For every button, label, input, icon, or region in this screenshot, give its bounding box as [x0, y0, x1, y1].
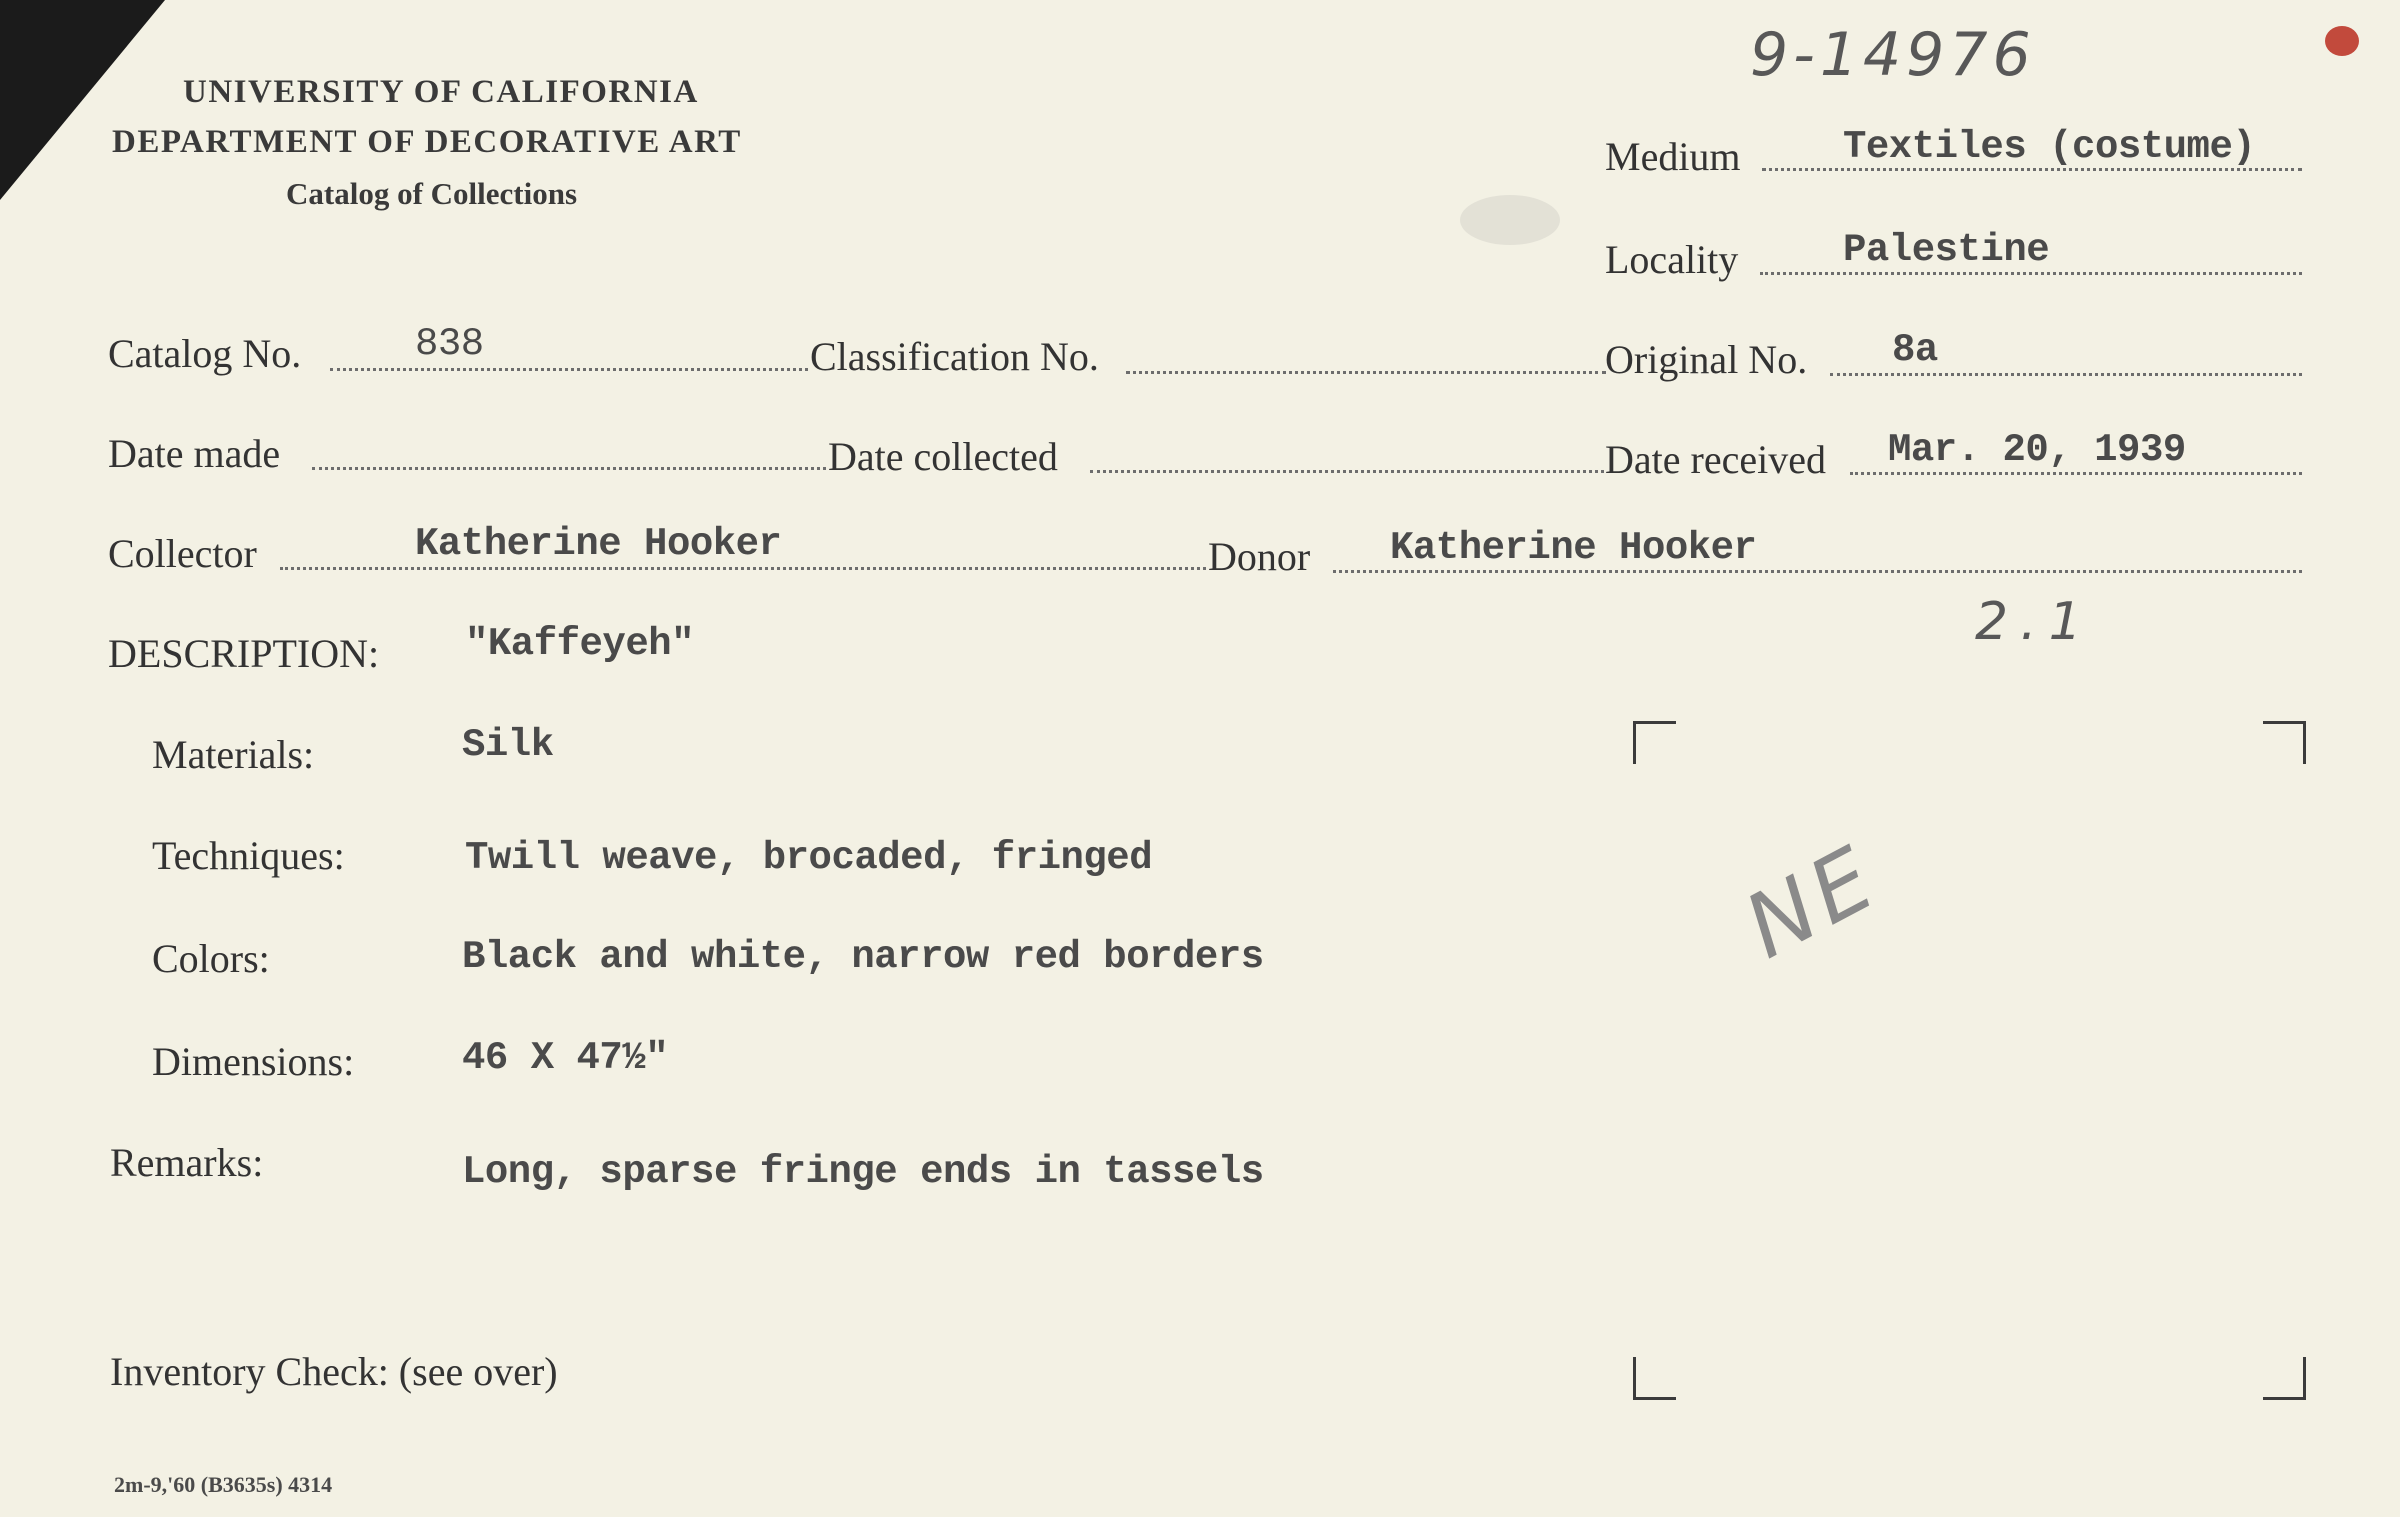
date-collected-label: Date collected [828, 434, 1058, 479]
original-no-label: Original No. [1605, 337, 1808, 382]
classification-no-label: Classification No. [810, 334, 1099, 379]
header-department: DEPARTMENT OF DECORATIVE ART [112, 124, 742, 160]
handwritten-note: 2.1 [1975, 592, 2094, 652]
bracket-top-left [1633, 721, 1676, 764]
inventory-check: Inventory Check: (see over) [110, 1349, 558, 1394]
date-made-label: Date made [108, 431, 281, 476]
medium-label: Medium [1605, 134, 1741, 179]
bracket-bottom-left [1633, 1357, 1676, 1400]
collector-label: Collector [108, 531, 257, 576]
bracket-top-right [2263, 721, 2306, 764]
techniques-label: Techniques: [152, 833, 345, 878]
date-received-value: Mar. 20, 1939 [1888, 428, 2186, 472]
dimensions-value: 46 X 47½" [462, 1036, 669, 1080]
locality-value: Palestine [1843, 228, 2050, 272]
header-catalog: Catalog of Collections [286, 176, 578, 211]
red-dot-mark [2325, 26, 2359, 56]
remarks-label: Remarks: [110, 1140, 264, 1185]
description-value: "Kaffeyeh" [465, 622, 695, 666]
colors-label: Colors: [152, 936, 270, 981]
pencil-mark: NE [1728, 824, 1895, 979]
dimensions-label: Dimensions: [152, 1039, 355, 1084]
header-university: UNIVERSITY OF CALIFORNIA [183, 74, 699, 110]
accession-number: 9-14976 [1750, 20, 2036, 90]
bracket-bottom-right [2263, 1357, 2306, 1400]
catalog-no-label: Catalog No. [108, 331, 302, 376]
remarks-value: Long, sparse fringe ends in tassels [462, 1150, 1264, 1194]
print-code: 2m-9,'60 (B3635s) 4314 [114, 1472, 333, 1497]
catalog-no-value: 838 [415, 322, 484, 366]
original-no-value: 8a [1892, 328, 1938, 372]
donor-label: Donor [1208, 534, 1311, 579]
locality-label: Locality [1605, 237, 1739, 282]
date-received-label: Date received [1605, 437, 1826, 482]
techniques-value: Twill weave, brocaded, fringed [465, 836, 1153, 880]
collector-value: Katherine Hooker [415, 522, 782, 566]
donor-value: Katherine Hooker [1390, 526, 1757, 570]
smudge [1460, 195, 1560, 245]
materials-value: Silk [462, 723, 554, 767]
cut-corner [0, 0, 165, 200]
description-label: DESCRIPTION: [108, 631, 380, 676]
colors-value: Black and white, narrow red borders [462, 935, 1264, 979]
medium-value: Textiles (costume) [1843, 125, 2256, 169]
materials-label: Materials: [152, 732, 315, 777]
